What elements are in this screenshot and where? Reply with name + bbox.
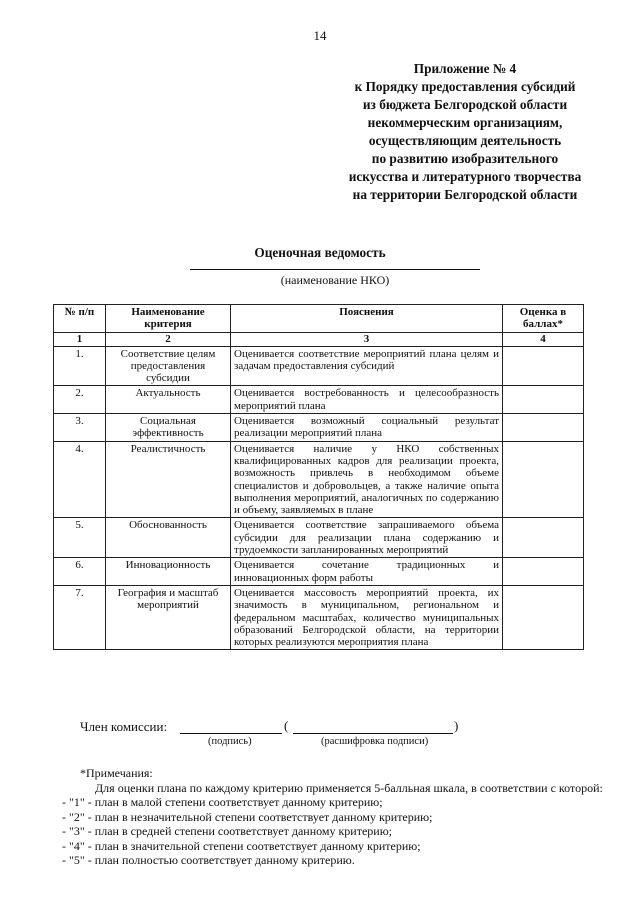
- table-row: [54, 386, 584, 414]
- row-explanation: Оценивается массовость мероприятий проекта, их значимость в муниципальном, региональном и федеральном масштабах, количество муниципальных образований Белгородской области, на территории которых реализуются мероприятия плана: [231, 585, 503, 649]
- evaluation-table: [53, 304, 584, 650]
- appendix-header: [320, 60, 610, 204]
- nko-name-line: [190, 269, 480, 270]
- row-criterion: Актуальность: [106, 386, 231, 414]
- row-explanation: Оценивается возможный социальный результат реализации мероприятий плана: [231, 414, 503, 442]
- row-criterion: Соответствие целям предоставления субсидии: [106, 346, 231, 386]
- appendix-line: на территории Белгородской области: [352, 187, 578, 202]
- header-explanation: Пояснения: [231, 305, 503, 333]
- note-item: - "2" - план в незначительной степени соответствует данному критерию;: [62, 809, 433, 824]
- signature-line[interactable]: [180, 733, 282, 734]
- close-paren: ): [454, 718, 459, 733]
- row-explanation: Оценивается востребованность и целесообразность мероприятий плана: [231, 386, 503, 414]
- row-number: 3.: [54, 414, 106, 442]
- open-paren: (: [284, 718, 289, 733]
- row-number: 2.: [54, 386, 106, 414]
- column-index: 4: [503, 332, 584, 346]
- table-row: [54, 558, 584, 586]
- row-criterion: География и масштаб мероприятий: [106, 585, 231, 649]
- appendix-line: искусства и литературного творчества: [348, 169, 582, 184]
- note-item: - "4" - план в значительной степени соответствует данному критерию;: [62, 838, 421, 853]
- row-number: 7.: [54, 585, 106, 649]
- table-row: [54, 585, 584, 649]
- column-index-row: [54, 332, 584, 346]
- header-num: № п/п: [54, 305, 106, 333]
- row-explanation: Оценивается соответствие запрашиваемого объема субсидии для реализации плана содержанию и трудоемкости запланированных мероприятий: [231, 518, 503, 558]
- row-criterion: Обоснованность: [106, 518, 231, 558]
- appendix-line: к Порядку предоставления субсидий: [354, 79, 576, 94]
- row-explanation: Оценивается сочетание традиционных и инновационных форм работы: [231, 558, 503, 586]
- appendix-line: Приложение № 4: [413, 61, 517, 76]
- note-item: - "1" - план в малой степени соответствует данному критерию;: [62, 795, 383, 809]
- row-score-cell[interactable]: [503, 585, 584, 649]
- column-index: 2: [106, 332, 231, 346]
- table-row: [54, 441, 584, 518]
- note-item: - "5" - план полностью соответствует данному критерию.: [62, 853, 355, 867]
- signature-caption: (подпись): [208, 736, 252, 747]
- notes-intro: Для оценки плана по каждому критерию применяется 5-балльная шкала, в соответствии с которой:: [95, 780, 603, 795]
- table-row: [54, 346, 584, 386]
- header-score: Оценка в баллах*: [503, 305, 584, 333]
- decode-caption: (расшифровка подписи): [321, 736, 429, 747]
- column-index: 1: [54, 332, 106, 346]
- appendix-line: по развитию изобразительного: [371, 151, 559, 166]
- row-score-cell[interactable]: [503, 441, 584, 518]
- document-title: Оценочная ведомость: [254, 245, 386, 260]
- notes: [62, 766, 610, 868]
- commission-member-label: Член комиссии:: [80, 719, 168, 734]
- appendix-line: некоммерческим организациям,: [367, 115, 563, 130]
- notes-title: *Примечания:: [80, 766, 153, 780]
- row-criterion: Социальная эффективность: [106, 414, 231, 442]
- row-score-cell[interactable]: [503, 414, 584, 442]
- table-row: [54, 414, 584, 442]
- appendix-line: из бюджета Белгородской области: [362, 97, 568, 112]
- row-number: 4.: [54, 441, 106, 518]
- note-item: - "3" - план в средней степени соответствует данному критерию;: [62, 824, 393, 838]
- row-score-cell[interactable]: [503, 386, 584, 414]
- table-row: [54, 518, 584, 558]
- row-score-cell[interactable]: [503, 558, 584, 586]
- nko-caption: (наименование НКО): [280, 273, 390, 287]
- row-criterion: Реалистичность: [106, 441, 231, 518]
- table-header-row: [54, 305, 584, 333]
- row-number: 1.: [54, 346, 106, 386]
- row-score-cell[interactable]: [503, 518, 584, 558]
- row-explanation: Оценивается наличие у НКО собственных квалифицированных кадров для реализации проекта, возможность привлечь в необходимом объеме специалистов и добровольцев, а также наличие опыта выполнения мероприятий, аналогичных по содержанию и объему, заявляемых в плане: [231, 441, 503, 518]
- row-criterion: Инновационность: [106, 558, 231, 586]
- row-explanation: Оценивается соответствие мероприятий плана целям и задачам предоставления субсидий: [231, 346, 503, 386]
- column-index: 3: [231, 332, 503, 346]
- signature-decode-line[interactable]: [293, 733, 453, 734]
- row-score-cell[interactable]: [503, 346, 584, 386]
- row-number: 5.: [54, 518, 106, 558]
- page-number: 14: [313, 28, 327, 43]
- row-number: 6.: [54, 558, 106, 586]
- header-criterion: Наименование критерия: [106, 305, 231, 333]
- appendix-line: осуществляющим деятельность: [368, 133, 562, 148]
